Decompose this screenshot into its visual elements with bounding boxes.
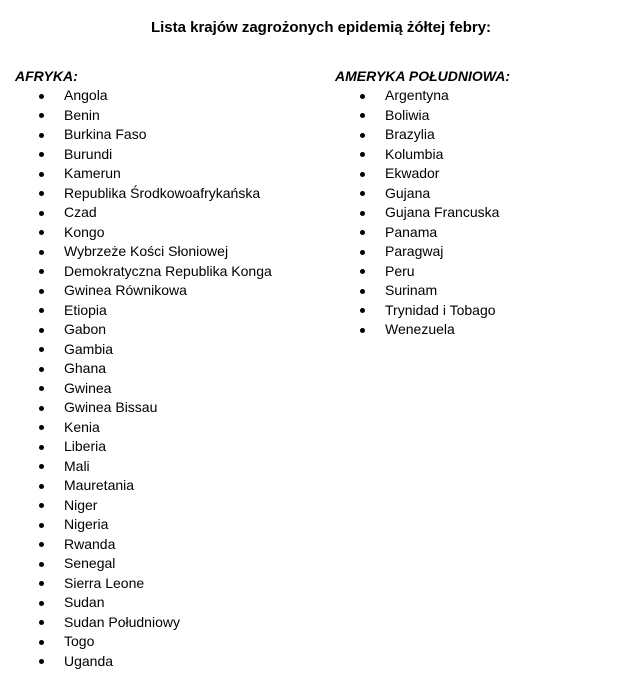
country-name: Liberia <box>64 438 107 454</box>
bullet-icon <box>360 308 365 313</box>
bullet-icon <box>360 172 365 177</box>
country-name: Burkina Faso <box>64 126 147 142</box>
country-name: Kamerun <box>64 165 121 181</box>
list-item <box>335 145 635 165</box>
list-item <box>15 125 315 145</box>
list-item <box>335 125 635 145</box>
country-name: Gwinea <box>64 379 112 396</box>
bullet-icon <box>360 250 365 255</box>
list-item <box>15 652 315 672</box>
country-name: Sudan Południowy <box>64 613 180 630</box>
bullet-icon <box>39 113 44 118</box>
country-name: Sudan <box>64 594 105 610</box>
africa-country-list <box>15 86 315 671</box>
bullet-icon <box>39 601 44 606</box>
country-name: Gwinea Bissau <box>64 399 158 415</box>
bullet-icon <box>39 581 44 586</box>
bullet-icon <box>39 464 44 469</box>
list-item <box>15 262 315 282</box>
country-name: Trynidad i Tobago <box>385 301 496 318</box>
country-name: Burundi <box>64 145 113 162</box>
bullet-icon <box>360 328 365 333</box>
country-name: Panama <box>385 223 438 240</box>
list-item <box>15 106 315 126</box>
country-name: Togo <box>64 633 95 649</box>
list-item <box>15 515 315 535</box>
country-name: Republika Środkowoafrykańska <box>64 184 261 201</box>
list-item <box>15 613 315 633</box>
bullet-icon <box>39 211 44 216</box>
bullet-icon <box>360 211 365 216</box>
bullet-icon <box>360 191 365 196</box>
bullet-icon <box>39 250 44 255</box>
country-name: Kolumbia <box>385 145 444 162</box>
bullet-icon <box>39 562 44 567</box>
list-item <box>15 379 315 399</box>
list-item <box>335 242 635 262</box>
bullet-icon <box>39 620 44 625</box>
list-item <box>335 223 635 243</box>
list-item <box>15 418 315 438</box>
list-item <box>15 223 315 243</box>
bullet-icon <box>360 230 365 235</box>
bullet-icon <box>39 523 44 528</box>
list-item <box>15 593 315 613</box>
country-name: Gambia <box>64 340 114 357</box>
list-item <box>15 301 315 321</box>
bullet-icon <box>39 425 44 430</box>
bullet-icon <box>360 289 365 294</box>
list-item <box>15 340 315 360</box>
country-name: Sierra Leone <box>64 574 145 591</box>
country-name: Gujana <box>385 184 431 201</box>
list-item <box>15 574 315 594</box>
country-name: Gabon <box>64 321 107 337</box>
country-name: Angola <box>64 87 108 103</box>
list-item <box>15 496 315 516</box>
list-item <box>15 554 315 574</box>
country-name: Ekwador <box>385 165 440 181</box>
bullet-icon <box>360 269 365 274</box>
bullet-icon <box>39 640 44 645</box>
bullet-icon <box>39 94 44 99</box>
bullet-icon <box>39 289 44 294</box>
country-name: Mauretania <box>64 477 135 493</box>
bullet-icon <box>39 484 44 489</box>
list-item <box>335 203 635 223</box>
country-name: Mali <box>64 457 90 474</box>
list-item <box>335 301 635 321</box>
bullet-icon <box>39 133 44 138</box>
list-item <box>15 437 315 457</box>
country-name: Senegal <box>64 555 116 571</box>
list-item <box>15 457 315 477</box>
list-item <box>15 86 315 106</box>
country-name: Peru <box>385 262 415 279</box>
country-name: Uganda <box>64 652 114 669</box>
bullet-icon <box>39 172 44 177</box>
bullet-icon <box>39 230 44 235</box>
country-name: Niger <box>64 496 98 513</box>
bullet-icon <box>39 542 44 547</box>
list-item <box>15 535 315 555</box>
bullet-icon <box>39 406 44 411</box>
country-name: Kongo <box>64 223 105 240</box>
list-item <box>15 145 315 165</box>
country-name: Paragwaj <box>385 243 444 259</box>
bullet-icon <box>39 308 44 313</box>
bullet-icon <box>360 152 365 157</box>
country-name: Demokratyczna Republika Konga <box>64 262 272 279</box>
list-item <box>15 184 315 204</box>
list-item <box>335 164 635 184</box>
country-name: Etiopia <box>64 301 107 318</box>
country-name: Gujana Francuska <box>385 204 500 220</box>
list-item <box>335 320 635 340</box>
country-name: Boliwia <box>385 106 430 123</box>
list-item <box>15 242 315 262</box>
bullet-icon <box>39 503 44 508</box>
bullet-icon <box>39 659 44 664</box>
bullet-icon <box>39 445 44 450</box>
list-item <box>335 86 635 106</box>
country-name: Kenia <box>64 418 100 435</box>
south-america-country-list <box>335 86 635 340</box>
country-name: Surinam <box>385 282 438 298</box>
bullet-icon <box>39 152 44 157</box>
bullet-icon <box>39 269 44 274</box>
country-name: Wenezuela <box>385 321 455 337</box>
bullet-icon <box>39 347 44 352</box>
list-item <box>335 184 635 204</box>
list-item <box>15 632 315 652</box>
bullet-icon <box>39 191 44 196</box>
country-name: Brazylia <box>385 126 435 142</box>
list-item <box>335 106 635 126</box>
list-item <box>335 281 635 301</box>
country-name: Gwinea Równikowa <box>64 282 187 298</box>
list-item <box>15 320 315 340</box>
country-name: Rwanda <box>64 535 116 552</box>
country-name: Wybrzeże Kości Słoniowej <box>64 243 229 259</box>
south-america-heading: AMERYKA POŁUDNIOWA: <box>335 68 510 84</box>
bullet-icon <box>39 328 44 333</box>
list-item <box>15 398 315 418</box>
country-name: Argentyna <box>385 87 449 103</box>
africa-heading: AFRYKA: <box>15 68 78 84</box>
list-item <box>15 359 315 379</box>
document-title: Lista krajów zagrożonych epidemią żółtej febry: <box>150 19 492 36</box>
country-name: Nigeria <box>64 516 109 532</box>
list-item <box>335 262 635 282</box>
bullet-icon <box>360 113 365 118</box>
list-item <box>15 164 315 184</box>
list-item <box>15 281 315 301</box>
bullet-icon <box>39 367 44 372</box>
bullet-icon <box>39 386 44 391</box>
list-item <box>15 203 315 223</box>
south-america-column <box>335 67 635 340</box>
country-name: Ghana <box>64 360 107 376</box>
country-name: Benin <box>64 106 100 123</box>
africa-column <box>15 67 315 671</box>
bullet-icon <box>360 94 365 99</box>
bullet-icon <box>360 133 365 138</box>
country-name: Czad <box>64 204 97 220</box>
list-item <box>15 476 315 496</box>
